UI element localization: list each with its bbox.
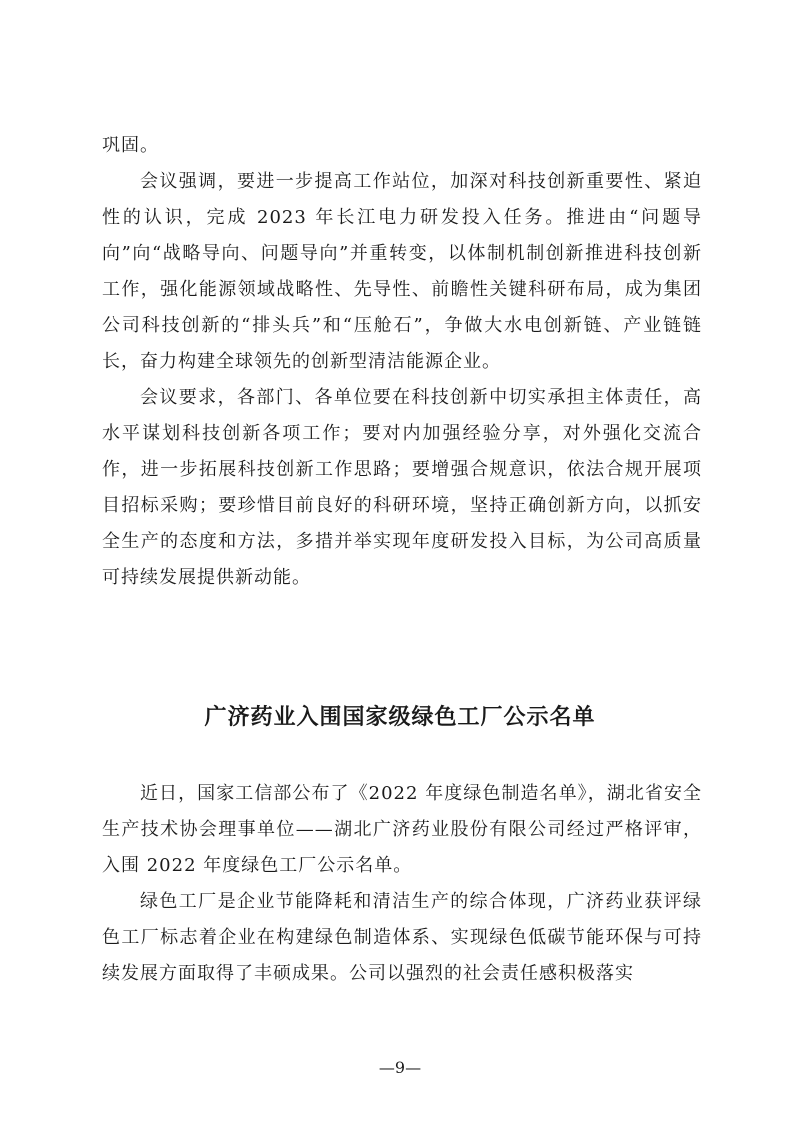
article-title: 广济药业入围国家级绿色工厂公示名单 xyxy=(204,705,596,730)
paragraph-announcement: 近日，国家工信部公布了《2022 年度绿色制造名单》，湖北省安全生产技术协会理事单位——湖北广济药业股份有限公司经过严格评审，入围 2022 年度绿色工厂公示名单。 xyxy=(102,783,702,876)
page-number: —9— xyxy=(378,1058,422,1077)
paragraph-green-factory: 绿色工厂是企业节能降耗和清洁生产的综合体现，广济药业获评绿色工厂标志着企业在构建绿色制造体系、实现绿色低碳节能环保与可持续发展方面取得了丰硕成果。公司以强烈的社会责任感积极落实 xyxy=(102,891,702,984)
paragraph-meeting-emphasis: 会议强调，要进一步提高工作站位，加深对科技创新重要性、紧迫性的认识，完成 2023 年长江电力研发投入任务。推进由“问题导向”向“战略导向、问题导向”并重转变，以体制机制创新推进科技创新工作，强化能源领域战略性、先导性、前瞻性关键科研布局，成为集团公司科技创新的“排头兵”和“压舱石”，争做大水电创新链、产业链链长，奋力构建全球领先的创新型清洁能源企业。 xyxy=(102,171,702,372)
paragraph-meeting-requirements: 会议要求，各部门、各单位要在科技创新中切实承担主体责任，高水平谋划科技创新各项工作；要对内加强经验分享，对外强化交流合作，进一步拓展科技创新工作思路；要增强合规意识，依法合规开展项目招标采购；要珍惜目前良好的科研环境，坚持正确创新方向，以抓安全生产的态度和方法，多措并举实现年度研发投入目标，为公司高质量可持续发展提供新动能。 xyxy=(102,387,702,588)
paragraph-continuation: 巩固。 xyxy=(102,135,159,156)
